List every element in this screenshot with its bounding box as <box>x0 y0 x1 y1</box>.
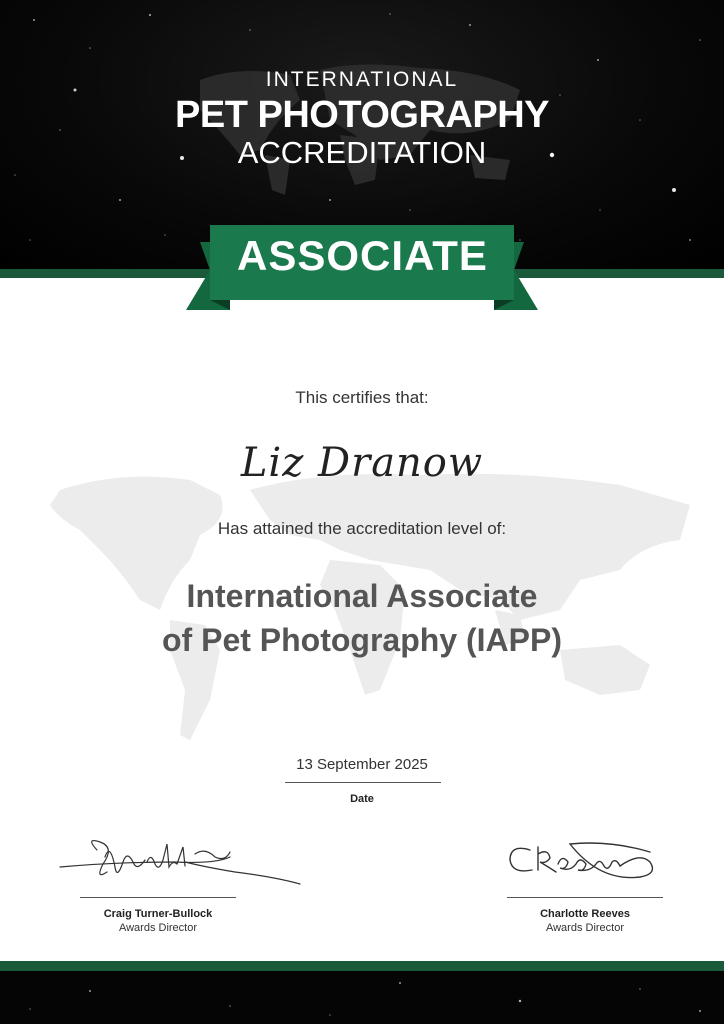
signatory-role-left: Awards Director <box>118 922 198 934</box>
date-label: Date <box>350 793 374 805</box>
title-accreditation: ACCREDITATION <box>237 135 487 170</box>
signature-craig-turner-bullock <box>55 832 305 897</box>
signatory-name-right: Charlotte Reeves <box>540 908 630 920</box>
accreditation-level-title <box>0 574 724 662</box>
signature-line-left <box>80 897 236 898</box>
level-line-1: International Associate <box>186 578 538 614</box>
title-international: INTERNATIONAL <box>265 68 459 91</box>
signature-charlotte-reeves <box>500 832 670 887</box>
signature-line-right <box>507 897 663 898</box>
footer-background <box>0 971 724 1024</box>
certifies-text: This certifies that: <box>295 388 429 407</box>
date-divider <box>285 782 441 783</box>
title-pet-photography: PET PHOTOGRAPHY <box>175 94 549 136</box>
level-line-2: of Pet Photography (IAPP) <box>162 622 562 658</box>
recipient-name: Liz Dranow <box>240 440 484 486</box>
attained-text: Has attained the accreditation level of: <box>217 519 507 538</box>
date-value: 13 September 2025 <box>296 756 428 773</box>
footer-starfield-decoration <box>0 971 724 1024</box>
footer-green-stripe <box>0 961 724 971</box>
level-badge-label: ASSOCIATE <box>237 232 488 279</box>
signatory-name-left: Craig Turner-Bullock <box>103 908 213 920</box>
signatory-role-right: Awards Director <box>545 922 625 934</box>
